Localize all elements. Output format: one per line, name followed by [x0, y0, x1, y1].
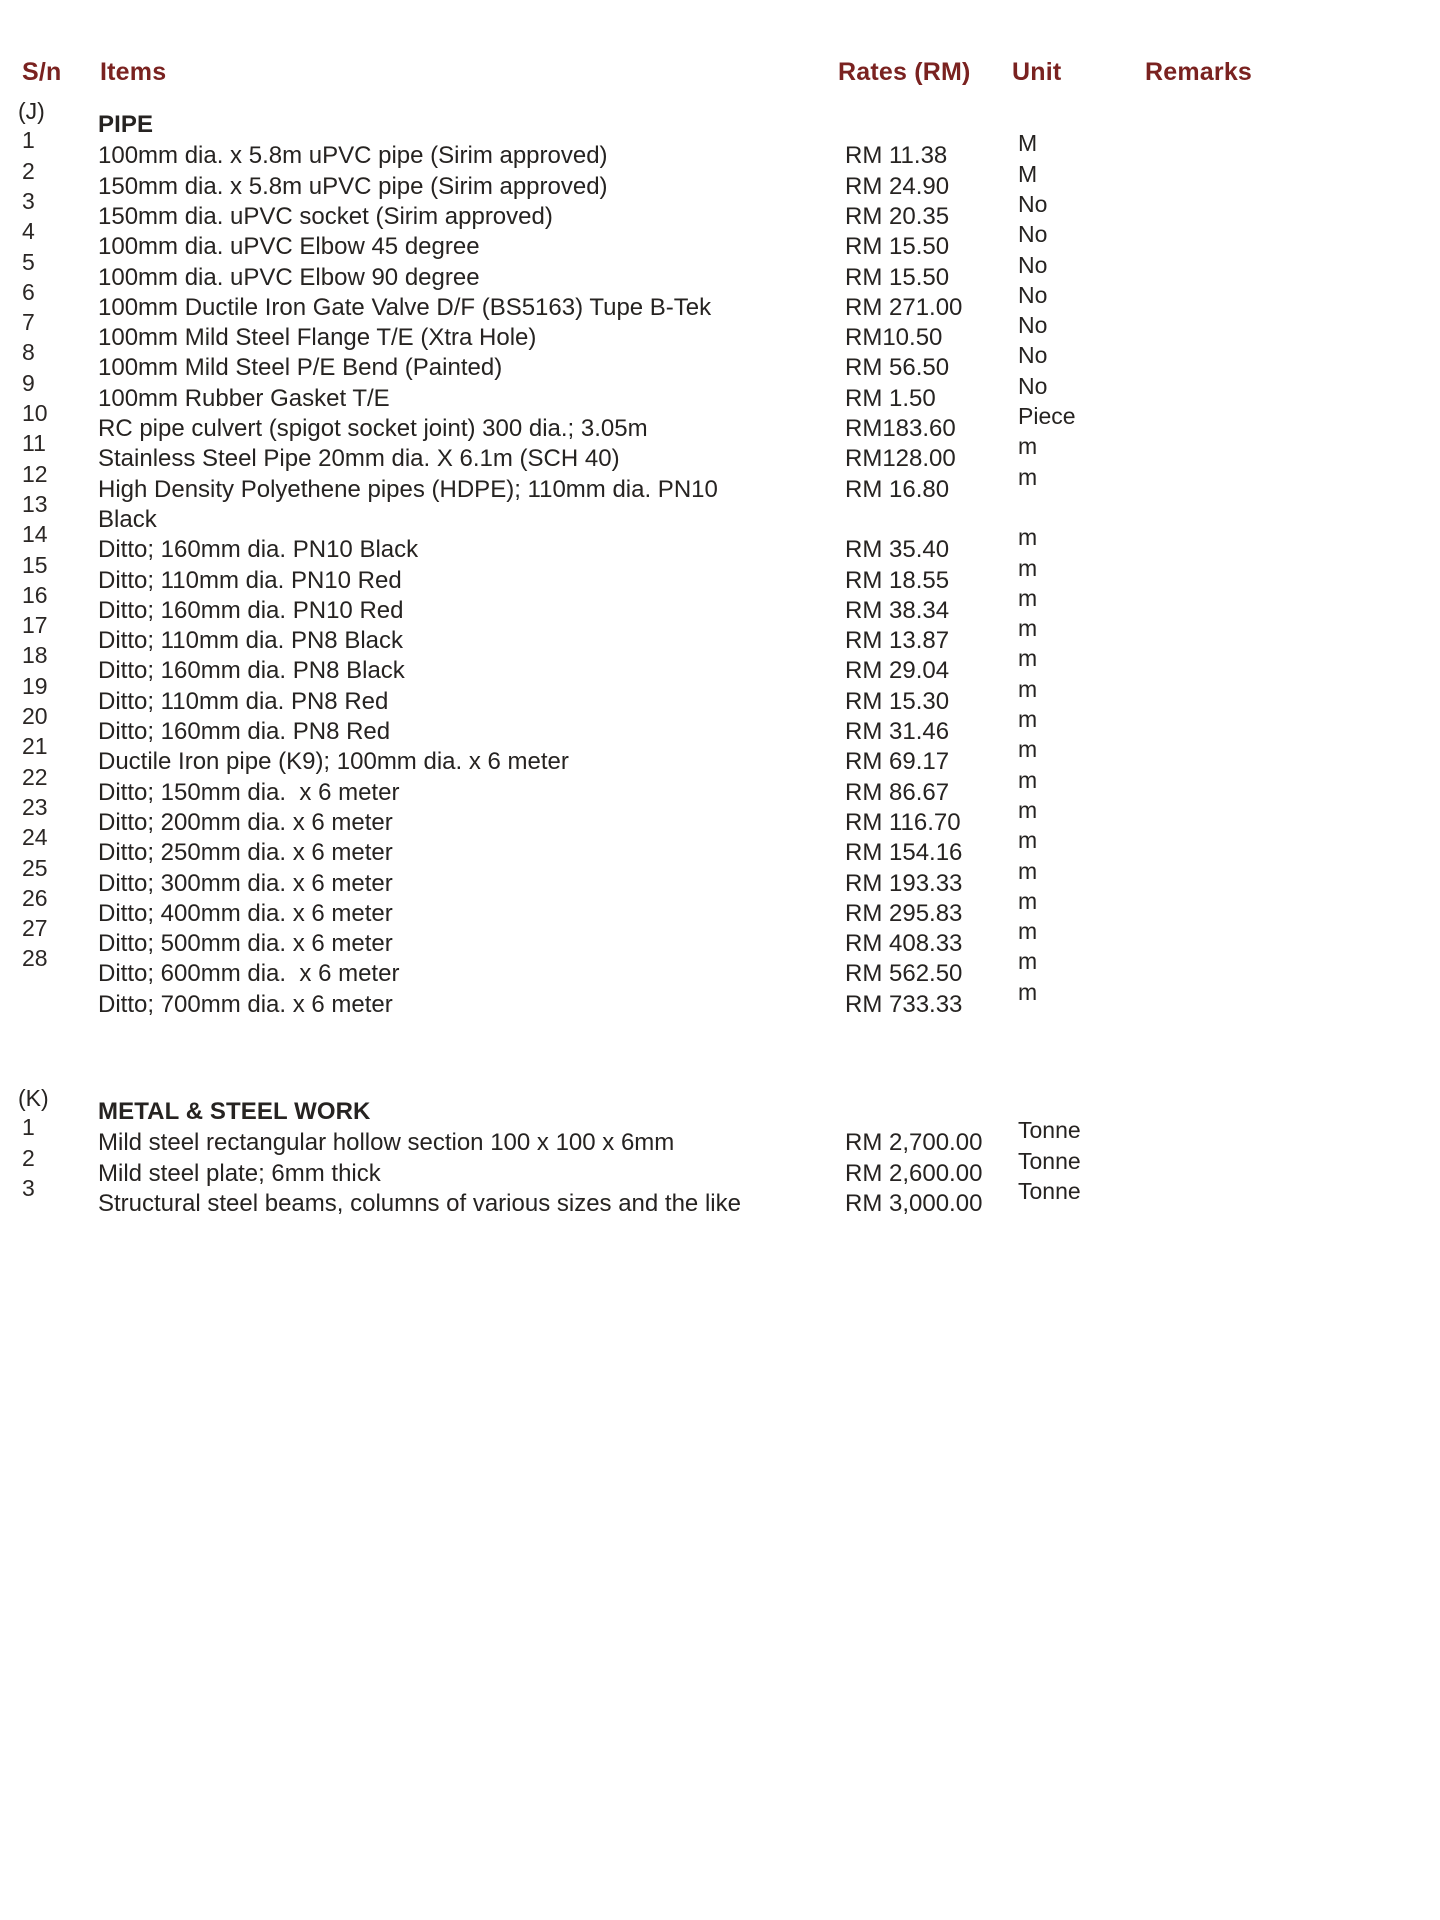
row-unit: m — [1018, 615, 1038, 642]
row-serial-number: 10 — [22, 400, 48, 426]
row-item-description: 100mm Ductile Iron Gate Valve D/F (BS5163) Tupe B-Tek — [98, 293, 712, 321]
row-serial-number: 26 — [22, 884, 48, 911]
column-header-sn: S/n — [22, 58, 62, 86]
row-serial-number: 12 — [22, 460, 48, 487]
row-rate: RM 193.33 — [845, 869, 963, 897]
row-serial-number: 2 — [22, 157, 35, 184]
row-unit: No — [1018, 190, 1048, 217]
row-serial-number: 6 — [22, 278, 35, 305]
row-unit: No — [1018, 281, 1048, 308]
row-serial-number: 5 — [22, 248, 35, 275]
table-header-row — [0, 58, 1440, 92]
column-header-unit: Unit — [1012, 58, 1062, 86]
row-unit: m — [1018, 766, 1038, 793]
row-rate: RM128.00 — [845, 445, 956, 473]
row-rate: RM 116.70 — [845, 808, 961, 836]
row-unit: m — [1018, 736, 1038, 763]
row-unit: m — [1018, 796, 1038, 823]
row-item-description: RC pipe culvert (spigot socket joint) 300 dia.; 3.05m — [98, 415, 648, 442]
row-item-description: Ditto; 110mm dia. PN10 Red — [98, 566, 402, 594]
row-item-description: 100mm Rubber Gasket T/E — [98, 384, 390, 412]
column-header-items: Items — [100, 58, 167, 86]
row-item-description: Structural steel beams, columns of various sizes and the like — [98, 1189, 741, 1217]
row-serial-number: 20 — [22, 703, 48, 729]
row-item-description: 150mm dia. x 5.8m uPVC pipe (Sirim approved) — [98, 172, 608, 200]
row-rate: RM 13.87 — [845, 627, 950, 655]
row-serial-number: 7 — [22, 309, 35, 336]
row-rate: RM 1.50 — [845, 384, 936, 412]
row-rate: RM 408.33 — [845, 930, 963, 958]
row-serial-number: 19 — [22, 672, 48, 699]
row-item-description: Mild steel plate; 6mm thick — [98, 1159, 381, 1187]
row-rate: RM 31.46 — [845, 718, 950, 745]
row-item-description: Ditto; 300mm dia. x 6 meter — [98, 869, 393, 897]
row-serial-number: 13 — [22, 490, 48, 517]
row-item-description: 100mm dia. uPVC Elbow 45 degree — [98, 233, 480, 261]
row-item-description: 150mm dia. uPVC socket (Sirim approved) — [98, 202, 553, 230]
row-serial-number: 25 — [22, 854, 48, 881]
row-item-description: Ditto; 160mm dia. PN8 Black — [98, 657, 405, 685]
row-rate: RM 562.50 — [845, 960, 963, 988]
row-item-description: Ditto; 600mm dia. x 6 meter — [98, 960, 400, 988]
row-serial-number: 3 — [22, 187, 35, 214]
row-serial-number: 4 — [22, 218, 35, 245]
row-rate: RM 29.04 — [845, 657, 950, 685]
row-rate: RM 20.35 — [845, 202, 950, 230]
row-rate: RM 15.50 — [845, 263, 950, 291]
row-unit: No — [1018, 312, 1048, 339]
row-serial-number: 1 — [22, 127, 35, 154]
row-unit: m — [1018, 978, 1038, 1005]
row-item-description: Ditto; 400mm dia. x 6 meter — [98, 899, 393, 927]
row-serial-number: 2 — [22, 1144, 35, 1171]
row-serial-number: 8 — [22, 339, 35, 366]
row-unit: m — [1018, 433, 1038, 460]
row-item-description: High Density Polyethene pipes (HDPE); 110mm dia. PN10 — [98, 475, 718, 503]
row-rate: RM183.60 — [845, 415, 956, 442]
table-row — [0, 978, 1440, 1025]
row-rate: RM 56.50 — [845, 354, 950, 382]
row-serial-number: 9 — [22, 369, 35, 396]
row-unit: No — [1018, 221, 1048, 248]
row-item-description: Ditto; 150mm dia. x 6 meter — [98, 778, 400, 806]
row-item-description: Mild steel rectangular hollow section 100 x 100 x 6mm — [98, 1129, 675, 1157]
column-header-rates: Rates (RM) — [838, 58, 971, 86]
row-rate: RM10.50 — [845, 324, 943, 352]
row-serial-number: 23 — [22, 793, 48, 820]
row-serial-number: 18 — [22, 642, 48, 669]
row-item-description: Ditto; 160mm dia. PN10 Red — [98, 596, 404, 624]
row-serial-number: 28 — [22, 945, 48, 972]
row-serial-number: 17 — [22, 612, 48, 639]
row-item-description: Black — [98, 505, 157, 533]
row-unit: m — [1018, 675, 1038, 702]
row-item-description: 100mm dia. x 5.8m uPVC pipe (Sirim approved) — [98, 142, 608, 170]
row-unit: m — [1018, 645, 1038, 672]
row-rate: RM 15.50 — [845, 233, 950, 261]
row-serial-number: 1 — [22, 1114, 35, 1141]
row-unit: m — [1018, 584, 1038, 611]
section-code: (K) — [18, 1085, 49, 1111]
row-unit: Tonne — [1018, 1147, 1081, 1174]
row-unit: No — [1018, 251, 1048, 278]
row-unit: Tonne — [1018, 1177, 1081, 1204]
table-row — [0, 1174, 1440, 1224]
row-unit: m — [1018, 827, 1038, 854]
row-item-description: Ditto; 160mm dia. PN8 Red — [98, 718, 391, 745]
row-unit: m — [1018, 524, 1038, 551]
row-rate: RM 295.83 — [845, 899, 963, 927]
row-item-description: Ditto; 110mm dia. PN8 Black — [98, 627, 404, 655]
row-unit: m — [1018, 857, 1038, 884]
section-code: (J) — [18, 98, 45, 124]
row-item-description: 100mm Mild Steel P/E Bend (Painted) — [98, 354, 503, 382]
row-rate: RM 69.17 — [845, 748, 950, 776]
row-rate: RM 16.80 — [845, 475, 950, 503]
row-unit: No — [1018, 372, 1048, 399]
column-header-remarks: Remarks — [1145, 58, 1253, 86]
row-unit: m — [1018, 463, 1038, 490]
row-serial-number: 21 — [22, 733, 48, 760]
row-serial-number: 24 — [22, 824, 48, 851]
row-unit: Tonne — [1018, 1117, 1081, 1144]
row-rate: RM 38.34 — [845, 596, 950, 624]
row-item-description: Ductile Iron pipe (K9); 100mm dia. x 6 meter — [98, 748, 569, 776]
row-unit: M — [1018, 160, 1038, 187]
row-rate: RM 733.33 — [845, 990, 963, 1018]
row-serial-number: 3 — [22, 1174, 35, 1201]
row-unit: M — [1018, 130, 1038, 157]
row-rate: RM 86.67 — [845, 778, 950, 806]
row-rate: RM 2,700.00 — [845, 1129, 983, 1157]
row-unit: Piece — [1018, 403, 1076, 429]
row-serial-number: 14 — [22, 521, 48, 548]
row-rate: RM 11.38 — [845, 142, 948, 170]
row-serial-number: 15 — [22, 551, 48, 578]
row-rate: RM 3,000.00 — [845, 1189, 983, 1217]
row-item-description: Ditto; 250mm dia. x 6 meter — [98, 839, 393, 867]
row-serial-number: 27 — [22, 915, 48, 942]
row-item-description: Ditto; 500mm dia. x 6 meter — [98, 930, 393, 958]
row-rate: RM 24.90 — [845, 172, 950, 200]
row-serial-number: 11 — [22, 430, 46, 457]
row-unit: m — [1018, 887, 1038, 914]
row-item-description: Ditto; 700mm dia. x 6 meter — [98, 990, 393, 1018]
section-title: PIPE — [98, 111, 154, 138]
row-item-description: Ditto; 110mm dia. PN8 Red — [98, 687, 389, 715]
row-unit: No — [1018, 342, 1048, 369]
row-item-description: Stainless Steel Pipe 20mm dia. X 6.1m (SCH 40) — [98, 445, 620, 473]
row-rate: RM 18.55 — [845, 566, 950, 594]
row-unit: m — [1018, 554, 1038, 581]
row-item-description: Ditto; 200mm dia. x 6 meter — [98, 808, 393, 836]
row-unit: m — [1018, 918, 1038, 945]
section-title: METAL & STEEL WORK — [98, 1098, 371, 1125]
row-rate: RM 2,600.00 — [845, 1159, 983, 1187]
row-item-description: 100mm Mild Steel Flange T/E (Xtra Hole) — [98, 324, 537, 352]
row-item-description: 100mm dia. uPVC Elbow 90 degree — [98, 263, 480, 291]
row-rate: RM 15.30 — [845, 687, 950, 715]
row-unit: m — [1018, 948, 1038, 975]
row-rate: RM 271.00 — [845, 293, 963, 321]
row-unit: m — [1018, 706, 1038, 732]
row-item-description: Ditto; 160mm dia. PN10 Black — [98, 536, 419, 564]
row-rate: RM 154.16 — [845, 839, 963, 867]
row-rate: RM 35.40 — [845, 536, 950, 564]
row-serial-number: 22 — [22, 763, 48, 790]
row-serial-number: 16 — [22, 581, 48, 608]
